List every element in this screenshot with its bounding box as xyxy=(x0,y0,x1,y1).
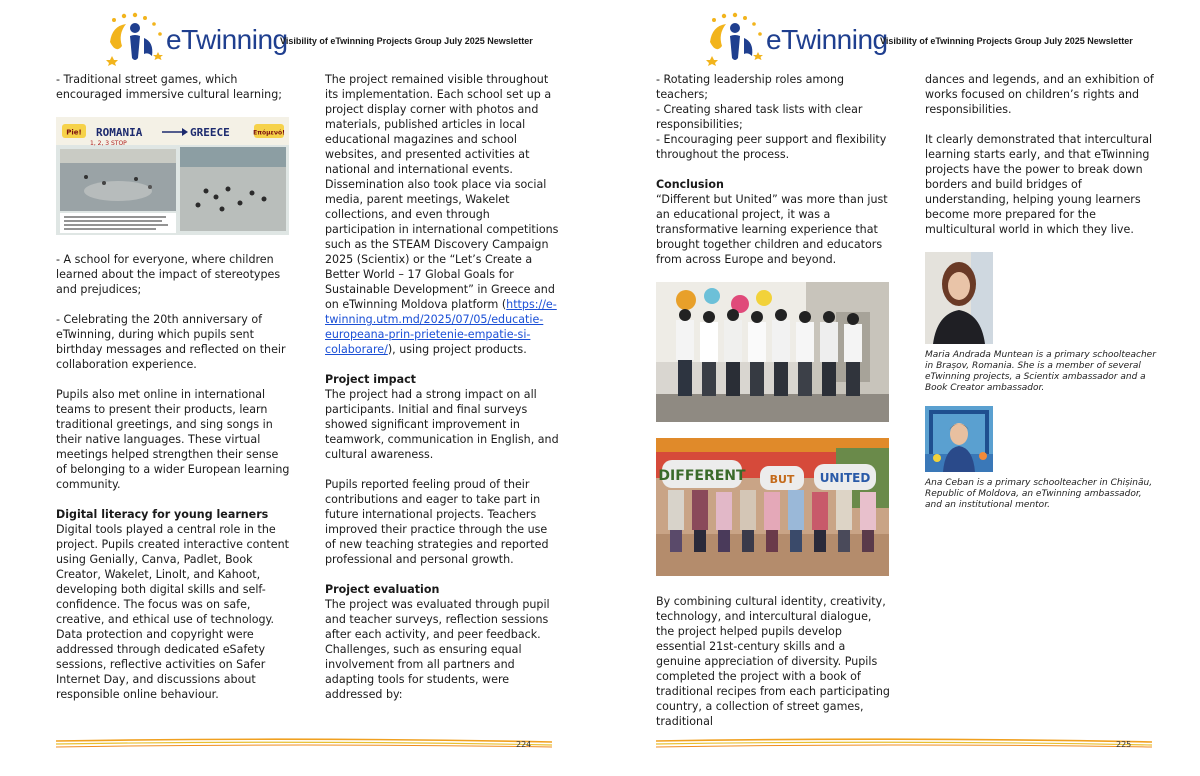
paragraph-combining: By combining cultural identity, creativity, technology, and intercultural dialogue, the project helped pupils develop essential 21st-century skills and a genuine appreciation of diversity. Pupils completed the project with a book of traditional recipes from each participating country, a collection of street games, traditional xyxy=(656,595,890,728)
list-item-leadership: - Rotating leadership roles among teachers; xyxy=(656,73,845,101)
heading-digital-literacy: Digital literacy for young learners xyxy=(56,508,269,521)
banner-word-different: DIFFERENT xyxy=(658,468,746,484)
page-header xyxy=(704,12,1144,66)
pupils-tshirts-image xyxy=(656,282,889,422)
list-item-peer-support: - Encouraging peer support and flexibility throughout the process. xyxy=(656,133,887,161)
collage-right-tag: Επόμενό! xyxy=(253,129,285,137)
portrait-ana-image xyxy=(925,406,993,472)
heading-conclusion: Conclusion xyxy=(656,178,724,191)
paragraph-project-impact: The project had a strong impact on all participants. Initial and final surveys showed significant improvement in teamwork, communication in English, and cultural awareness. xyxy=(325,388,559,461)
visibility-text-end: ), using project products. xyxy=(387,343,527,356)
paragraph-street-games: - Traditional street games, which encouraged immersive cultural learning; xyxy=(56,73,282,101)
paragraph-online-meetings: Pupils also met online in international teams to present their products, learn traditional greetings, and sing songs in their native languages. These virtual meetings helped strengthen their sense of belonging to a wider European learning community. xyxy=(56,388,290,491)
page-number: 225 xyxy=(1116,740,1132,749)
etwinning-logo xyxy=(104,12,288,66)
collage-image xyxy=(56,117,289,235)
paragraph-project-evaluation: The project was evaluated through pupil and teacher surveys, reflection sessions after each activity, and peer feedback. Challenges, such as ensuring equal involvement from all partners and adapting tools for students, were addressed by: xyxy=(325,598,550,701)
collage-country-from: ROMANIA xyxy=(96,126,143,139)
collage-sub-label: 1, 2, 3 STOP xyxy=(90,140,127,147)
collage-left-tag: Pie! xyxy=(66,128,82,137)
visibility-text: The project remained visible throughout its implementation. Each school set up a project display corner with photos and materials, published articles in local educational magazines and school websites, and presented activities at national and international events. Dissemination also took place via social media, parent meetings, Wakelet collections, and even through participation in international competitions such as the STEAM Discovery Campaign 2025 (Scientix) or the “Let’s Create a Better World – 17 Global Goals for Sustainable Development” in Greece and on eTwinning Moldova platform ( xyxy=(325,73,559,311)
banner-word-but: BUT xyxy=(769,473,795,486)
left-column-2 xyxy=(325,72,561,702)
portrait-ana-ceban xyxy=(925,406,993,472)
footer-decoration xyxy=(56,736,552,750)
newsletter-title: Visibility of eTwinning Projects Group July 2025 Newsletter xyxy=(280,36,533,46)
left-column-1 xyxy=(56,72,292,717)
list-item-task-lists: - Creating shared task lists with clear responsibilities; xyxy=(656,103,863,131)
etwinning-logo xyxy=(704,12,888,66)
banner-word-united: UNITED xyxy=(819,471,871,485)
etwinning-logo-text: eTwinning xyxy=(766,24,888,55)
photo-different-but-united xyxy=(656,438,889,576)
newsletter-title: Visibility of eTwinning Projects Group July 2025 Newsletter xyxy=(880,36,1133,46)
romania-greece-collage xyxy=(56,117,289,235)
portrait-maria-image xyxy=(925,252,993,344)
paragraph-anniversary: - Celebrating the 20th anniversary of eTwinning, during which pupils sent birthday messages and reflected on their collaboration experience. xyxy=(56,313,286,371)
paragraph-conclusion: “Different but United” was more than just an educational project, it was a transformative learning experience that brought together children and educators from across Europe and beyond. xyxy=(656,193,888,266)
paragraph-digital-literacy: Digital tools played a central role in the project. Pupils created interactive content using Genially, Canva, Padlet, Book Creator, Wakelet, LinoIt, and Kahoot, developing both digital skills and self-confidence. The focus was on safe, creative, and ethical use of technology. Data protection and copyright were addressed through dedicated eSafety sessions, reflective activities on Safer Internet Day, and discussions about responsible online behaviour. xyxy=(56,523,289,701)
right-column-1 xyxy=(656,72,892,729)
photo-pupils-tshirts xyxy=(656,282,889,422)
heading-project-evaluation: Project evaluation xyxy=(325,583,440,596)
moldova-platform-link[interactable]: https://e-twinning.utm.md/2025/07/05/educatie-europeana-prin-prietenie-empatie-si-colaborare/ xyxy=(325,298,557,356)
page-number: 224 xyxy=(516,740,532,749)
different-but-united-image xyxy=(656,438,889,576)
etwinning-logo-icon xyxy=(704,12,766,66)
caption-maria: Maria Andrada Muntean is a primary schoolteacher in Brașov, Romania. She is a member of several eTwinning projects, a Scientix ambassador and a Book Creator ambassador. xyxy=(925,350,1156,393)
paragraph-pupils-proud: Pupils reported feeling proud of their contributions and eager to take part in future international projects. Teachers improved their practice through the use of new teaching strategies and reported professional and personal growth. xyxy=(325,478,549,566)
caption-ana: Ana Ceban is a primary schoolteacher in Chișinău, Republic of Moldova, an eTwinning ambassador, and an institutional mentor. xyxy=(925,478,1153,510)
paragraph-dances: dances and legends, and an exhibition of works focused on children’s rights and responsibilities. xyxy=(925,73,1154,116)
footer-decoration xyxy=(656,736,1152,750)
paragraph-demonstrated: It clearly demonstrated that intercultural learning starts early, and that eTwinning projects have the power to break down borders and build bridges of understanding, helping young learners become more prepared for the multicultural world in which they live. xyxy=(925,133,1153,236)
right-page xyxy=(600,0,1200,776)
heading-project-impact: Project impact xyxy=(325,373,416,386)
collage-country-to: GREECE xyxy=(190,126,230,139)
etwinning-logo-icon xyxy=(104,12,166,66)
portrait-maria-andrada-muntean xyxy=(925,252,993,344)
page-header xyxy=(104,12,544,66)
paragraph-visibility xyxy=(325,72,561,357)
etwinning-logo-text: eTwinning xyxy=(166,24,288,55)
right-column-2 xyxy=(925,72,1161,511)
paragraph-school-for-everyone: - A school for everyone, where children learned about the impact of stereotypes and prejudices; xyxy=(56,253,281,296)
